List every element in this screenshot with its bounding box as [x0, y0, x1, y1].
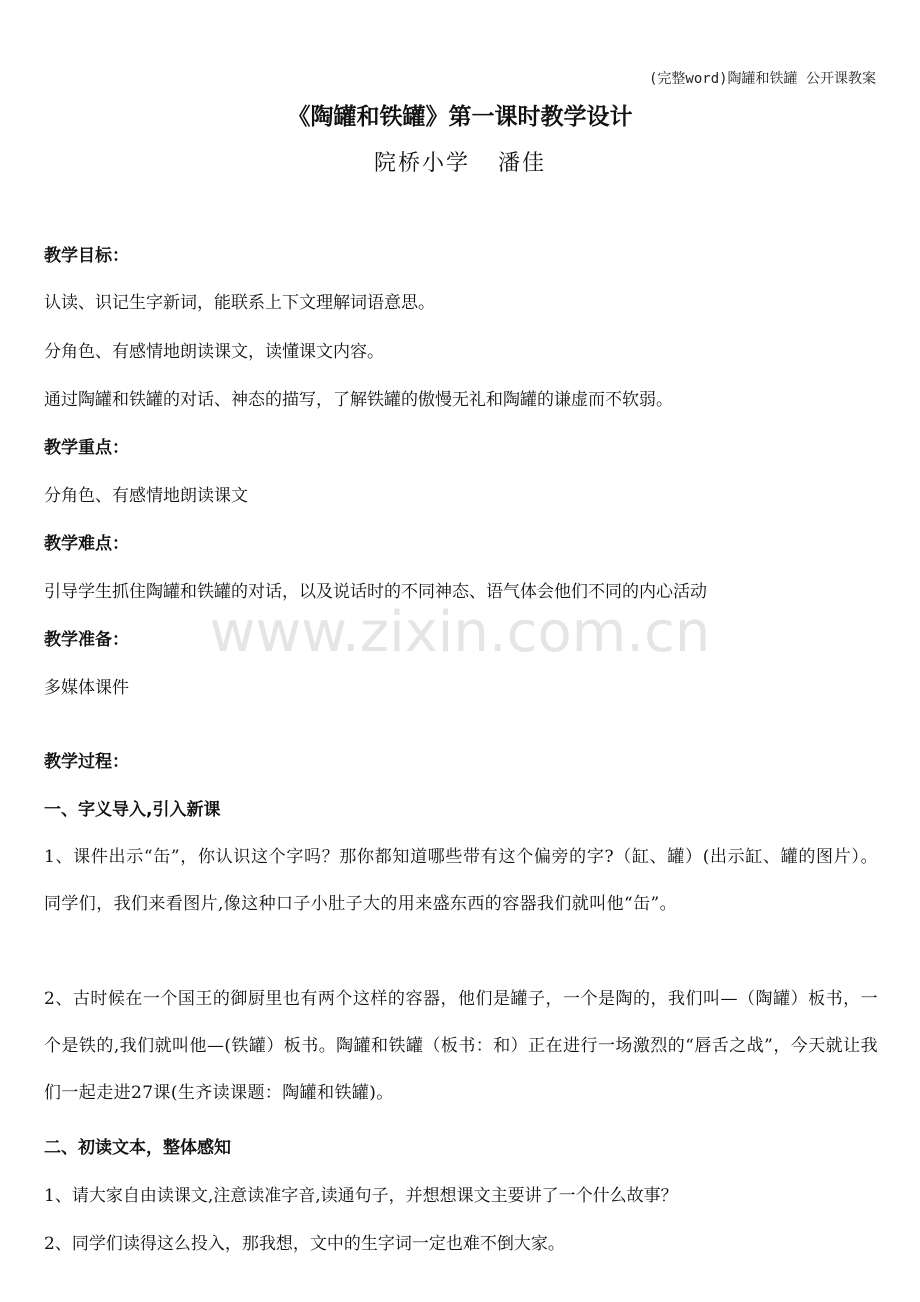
goal-item-2: 分角色、有感情地朗读课文，读懂课文内容。	[44, 342, 384, 362]
author-line	[0, 146, 920, 177]
goal-item-1: 认读、识记生字新词，能联系上下文理解词语意思。	[44, 293, 435, 313]
goal-item-3: 通过陶罐和铁罐的对话、神态的描写，了解铁罐的傲慢无礼和陶罐的谦虚而不软弱。	[44, 390, 673, 410]
part2-paragraph-1: 1、请大家自由读课文,注意读准字音,读通句子，并想想课文主要讲了一个什么故事？	[44, 1186, 678, 1206]
author-name: 潘佳	[498, 151, 547, 176]
focus-heading: 教学重点：	[44, 438, 129, 458]
difficulty-text: 引导学生抓住陶罐和铁罐的对话，以及说话时的不同神态、语气体会他们不同的内心活动	[44, 582, 707, 602]
watermark: www.zixin.com.cn	[209, 600, 711, 665]
goals-heading: 教学目标：	[44, 246, 129, 266]
part2-paragraph-2: 2、同学们读得这么投入，那我想，文中的生字词一定也难不倒大家。	[44, 1234, 565, 1254]
author-school: 院桥小学	[373, 151, 470, 176]
document-title: 《陶罐和铁罐》第一课时教学设计	[287, 104, 633, 130]
prep-text: 多媒体课件	[44, 678, 129, 698]
process-heading: 教学过程：	[44, 752, 129, 772]
part2-heading: 二、初读文本，整体感知	[44, 1138, 231, 1158]
focus-text: 分角色、有感情地朗读课文	[44, 486, 248, 506]
part1-paragraph-2: 2、古时候在一个国王的御厨里也有两个这样的容器，他们是罐子，一个是陶的，我们叫—（陶罐）板书，一个是铁的,我们就叫他—(铁罐）板书。陶罐和铁罐（板书：和）正在进行一场激烈的“唇舌之战”，今天就让我们一起走进27课(生齐读课题：陶罐和铁罐)。	[44, 989, 878, 1103]
part1-paragraph-1: 1、课件出示“缶”，你认识这个字吗？那你都知道哪些带有这个偏旁的字?（缸、罐）(出示缸、罐的图片）。同学们，我们来看图片,像这种口子小肚子大的用来盛东西的容器我们就叫他“缶”。	[44, 847, 878, 914]
header-note: (完整word)陶罐和铁罐 公开课教案	[648, 71, 876, 87]
part1-heading: 一、字义导入,引入新课	[44, 800, 221, 820]
prep-heading: 教学准备：	[44, 630, 129, 650]
difficulty-heading: 教学难点：	[44, 534, 129, 554]
